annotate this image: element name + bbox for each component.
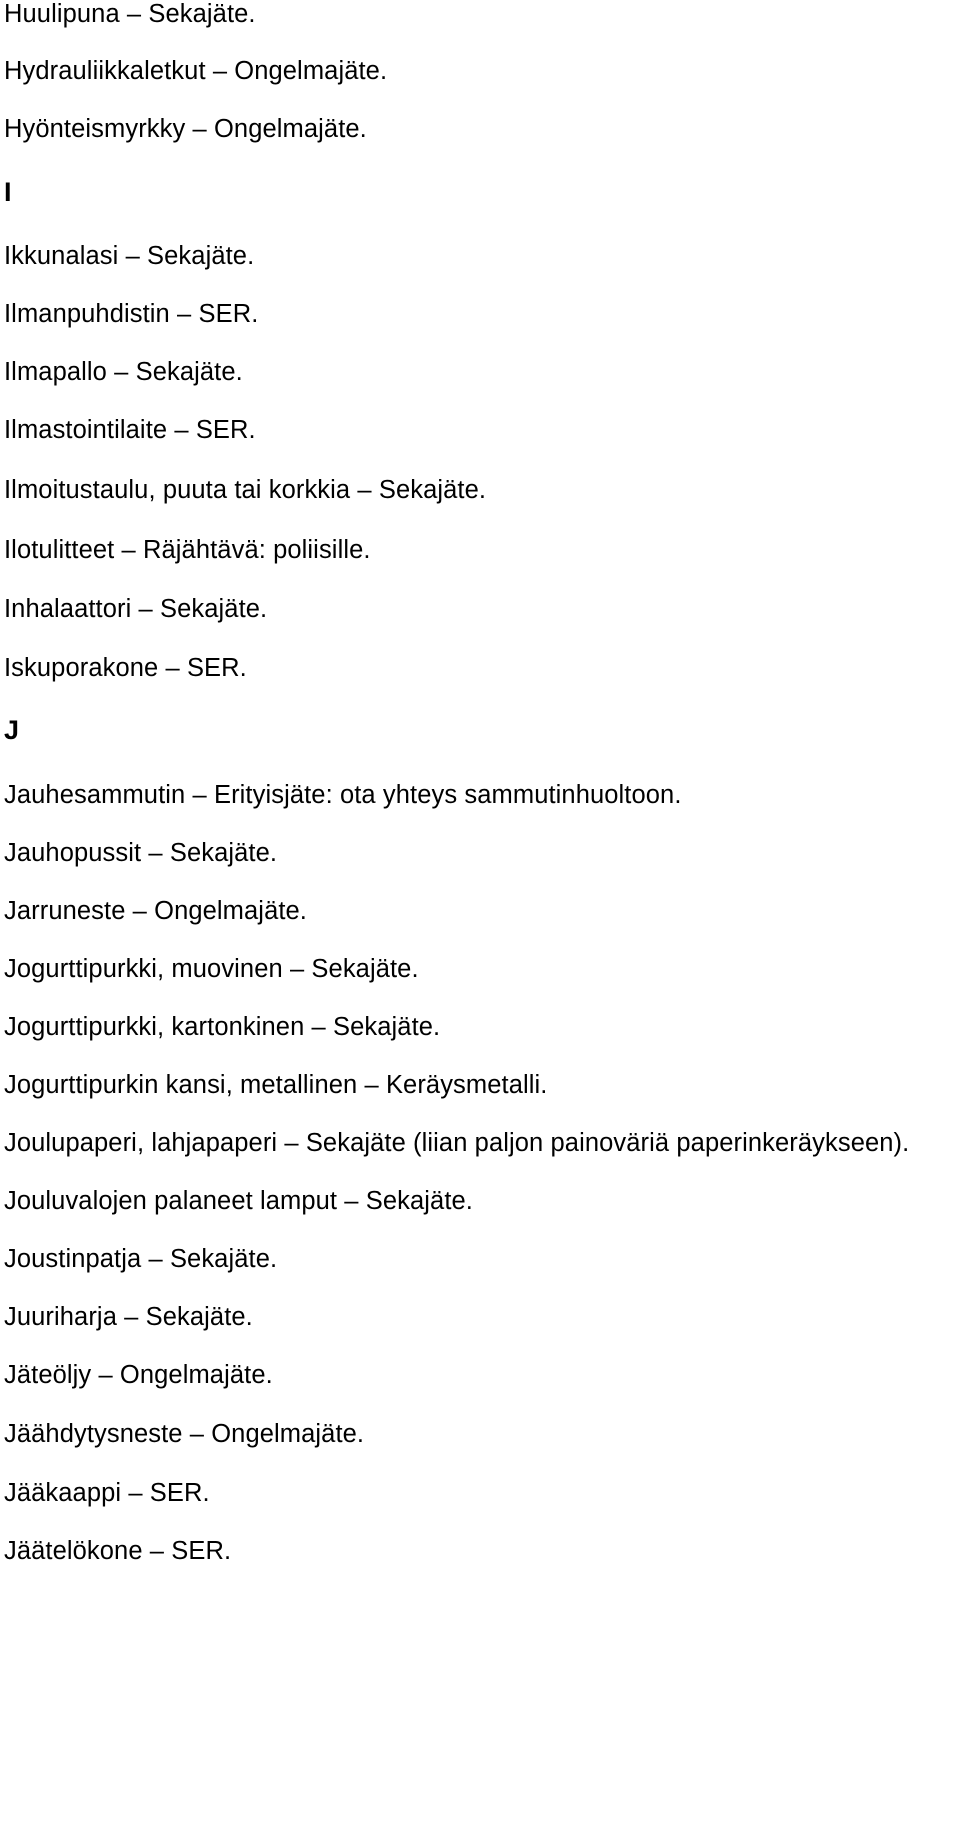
section-heading-j: J [4, 715, 20, 745]
list-item: Ilmanpuhdistin – SER. [4, 300, 259, 328]
list-item: Jauhesammutin – Erityisjäte: ota yhteys sammutinhuoltoon. [4, 781, 682, 809]
list-item: Ikkunalasi – Sekajäte. [4, 242, 255, 270]
list-item: Ilotulitteet – Räjähtävä: poliisille. [4, 536, 371, 564]
list-item: Joulupaperi, lahjapaperi – Sekajäte (liian paljon painoväriä paperinkeräykseen). [4, 1129, 910, 1157]
list-item: Juuriharja – Sekajäte. [4, 1303, 253, 1331]
list-item: Jäätelökone – SER. [4, 1537, 232, 1565]
list-item: Jääkaappi – SER. [4, 1479, 210, 1507]
list-item: Jogurttipurkin kansi, metallinen – Keräysmetalli. [4, 1071, 548, 1099]
section-heading-i: I [4, 177, 12, 207]
list-item: Ilmastointilaite – SER. [4, 416, 256, 444]
list-item: Jogurttipurkki, muovinen – Sekajäte. [4, 955, 419, 983]
list-item: Huulipuna – Sekajäte. [4, 0, 256, 28]
list-item: Ilmapallo – Sekajäte. [4, 358, 243, 386]
list-item: Hydrauliikkaletkut – Ongelmajäte. [4, 57, 388, 85]
list-item: Jarruneste – Ongelmajäte. [4, 897, 307, 925]
list-item: Ilmoitustaulu, puuta tai korkkia – Sekajäte. [4, 476, 487, 504]
list-item: Inhalaattori – Sekajäte. [4, 595, 268, 623]
list-item: Jauhopussit – Sekajäte. [4, 839, 278, 867]
list-item: Iskuporakone – SER. [4, 654, 247, 682]
list-item: Jäähdytysneste – Ongelmajäte. [4, 1420, 365, 1448]
list-item: Jäteöljy – Ongelmajäte. [4, 1361, 273, 1389]
list-item: Jouluvalojen palaneet lamput – Sekajäte. [4, 1187, 473, 1215]
list-item: Hyönteismyrkky – Ongelmajäte. [4, 115, 367, 143]
list-item: Jogurttipurkki, kartonkinen – Sekajäte. [4, 1013, 441, 1041]
list-item: Joustinpatja – Sekajäte. [4, 1245, 278, 1273]
